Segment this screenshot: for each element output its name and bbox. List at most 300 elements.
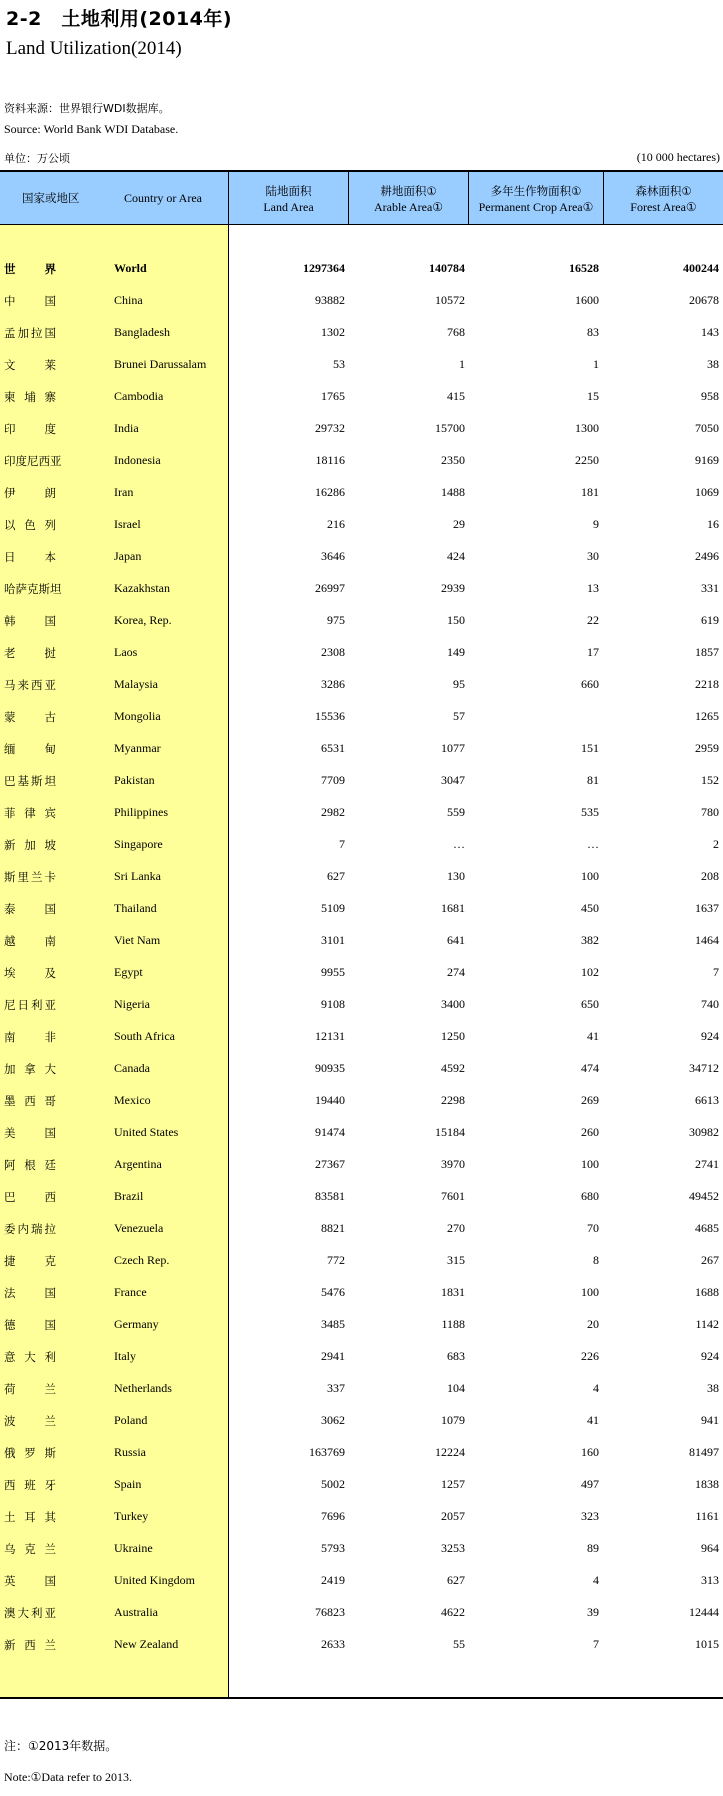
land-area-value: 8821 bbox=[321, 1221, 345, 1235]
country-name-cn: 意大利 bbox=[4, 1350, 56, 1364]
forest-area-value: 7 bbox=[713, 965, 719, 979]
table-header bbox=[0, 170, 723, 225]
table-row bbox=[0, 863, 723, 895]
land-area-value: 772 bbox=[327, 1253, 345, 1267]
land-area-value: 15536 bbox=[315, 709, 345, 723]
country-name-cn: 俄罗斯 bbox=[4, 1446, 56, 1460]
country-name-cn: 越南 bbox=[4, 934, 56, 948]
forest-area-value: 4685 bbox=[695, 1221, 719, 1235]
land-area-value: 216 bbox=[327, 517, 345, 531]
permanent-crop-area-value: 160 bbox=[581, 1445, 599, 1459]
forest-area-value: 143 bbox=[701, 325, 719, 339]
country-name-cn: 德国 bbox=[4, 1318, 56, 1332]
country-name-en: Mongolia bbox=[114, 709, 161, 723]
land-area-value: 2633 bbox=[321, 1637, 345, 1651]
country-name-cn: 尼日利亚 bbox=[4, 998, 56, 1012]
arable-area-value: 15700 bbox=[435, 421, 465, 435]
land-area-value: 2308 bbox=[321, 645, 345, 659]
country-name-en: Brunei Darussalam bbox=[114, 357, 207, 371]
country-name-cn: 孟加拉国 bbox=[4, 326, 56, 340]
land-area-value: 9955 bbox=[321, 965, 345, 979]
permanent-crop-area-value: 100 bbox=[581, 1157, 599, 1171]
permanent-crop-area-value: 39 bbox=[587, 1605, 599, 1619]
forest-area-value: 331 bbox=[701, 581, 719, 595]
note-cn: 注：①2013年数据。 bbox=[4, 1739, 118, 1753]
table-row bbox=[0, 511, 723, 543]
land-area-value: 5002 bbox=[321, 1477, 345, 1491]
land-area-value: 1302 bbox=[321, 325, 345, 339]
arable-area-value: 424 bbox=[447, 549, 465, 563]
forest-area-value: 924 bbox=[701, 1349, 719, 1363]
header-land-area bbox=[228, 172, 348, 225]
land-area-value: 7 bbox=[339, 837, 345, 851]
arable-area-value: 29 bbox=[453, 517, 465, 531]
permanent-crop-area-value: 323 bbox=[581, 1509, 599, 1523]
country-name-en: Venezuela bbox=[114, 1221, 164, 1235]
table-row bbox=[0, 1439, 723, 1471]
country-name-cn: 美国 bbox=[4, 1126, 56, 1140]
table-row bbox=[0, 543, 723, 575]
country-name-cn: 委内瑞拉 bbox=[4, 1222, 56, 1236]
country-name-cn: 巴西 bbox=[4, 1190, 56, 1204]
page-title-en: Land Utilization(2014) bbox=[6, 38, 182, 59]
permanent-crop-area-value: 450 bbox=[581, 901, 599, 915]
table-row bbox=[0, 1407, 723, 1439]
country-name-en: South Africa bbox=[114, 1029, 175, 1043]
forest-area-value: 1464 bbox=[695, 933, 719, 947]
permanent-crop-area-value: 2250 bbox=[575, 453, 599, 467]
arable-area-value: 683 bbox=[447, 1349, 465, 1363]
permanent-crop-area-value: 226 bbox=[581, 1349, 599, 1363]
forest-area-value: 2959 bbox=[695, 741, 719, 755]
arable-area-value: 2057 bbox=[441, 1509, 465, 1523]
permanent-crop-area-value: 7 bbox=[593, 1637, 599, 1651]
permanent-crop-area-value: 15 bbox=[587, 389, 599, 403]
country-name-en: Thailand bbox=[114, 901, 157, 915]
land-area-value: 1765 bbox=[321, 389, 345, 403]
land-area-value: 7696 bbox=[321, 1509, 345, 1523]
country-name-en: Cambodia bbox=[114, 389, 164, 403]
country-name-en: United Kingdom bbox=[114, 1573, 195, 1587]
arable-area-value: 10572 bbox=[435, 293, 465, 307]
permanent-crop-area-value: … bbox=[587, 837, 599, 851]
unit-cn: 单位：万公顷 bbox=[4, 152, 70, 165]
land-utilization-table bbox=[0, 170, 723, 1700]
arable-area-value: 559 bbox=[447, 805, 465, 819]
arable-area-value: 130 bbox=[447, 869, 465, 883]
table-row bbox=[0, 927, 723, 959]
table-row bbox=[0, 1087, 723, 1119]
country-name-en: India bbox=[114, 421, 139, 435]
forest-area-value: 1015 bbox=[695, 1637, 719, 1651]
country-name-en: Russia bbox=[114, 1445, 147, 1459]
forest-area-value: 958 bbox=[701, 389, 719, 403]
permanent-crop-area-value: 650 bbox=[581, 997, 599, 1011]
country-name-cn: 阿根廷 bbox=[4, 1158, 56, 1172]
table-row bbox=[0, 703, 723, 735]
table-row bbox=[0, 447, 723, 479]
country-name-en: Poland bbox=[114, 1413, 148, 1427]
table-row bbox=[0, 255, 723, 287]
land-area-value: 3485 bbox=[321, 1317, 345, 1331]
land-area-value: 975 bbox=[327, 613, 345, 627]
country-name-cn: 印度 bbox=[4, 422, 56, 436]
permanent-crop-area-value: 83 bbox=[587, 325, 599, 339]
forest-area-value: 38 bbox=[707, 1381, 719, 1395]
arable-area-value: 3253 bbox=[441, 1541, 465, 1555]
country-name-en: Germany bbox=[114, 1317, 159, 1331]
permanent-crop-area-value: 660 bbox=[581, 677, 599, 691]
table-row bbox=[0, 383, 723, 415]
country-name-cn: 柬埔寨 bbox=[4, 390, 56, 404]
country-name-en: Indonesia bbox=[114, 453, 161, 467]
forest-area-value: 208 bbox=[701, 869, 719, 883]
land-area-value: 27367 bbox=[315, 1157, 345, 1171]
arable-area-value: … bbox=[453, 837, 465, 851]
country-name-en: China bbox=[114, 293, 143, 307]
country-name-cn: 墨西哥 bbox=[4, 1094, 56, 1108]
land-area-value: 76823 bbox=[315, 1605, 345, 1619]
country-name-en: Philippines bbox=[114, 805, 169, 819]
country-name-cn: 乌克兰 bbox=[4, 1542, 56, 1556]
forest-area-value: 400244 bbox=[683, 261, 719, 275]
land-area-value: 3062 bbox=[321, 1413, 345, 1427]
country-name-cn: 韩国 bbox=[4, 614, 56, 628]
permanent-crop-area-value: 382 bbox=[581, 933, 599, 947]
arable-area-value: 270 bbox=[447, 1221, 465, 1235]
arable-area-value: 4622 bbox=[441, 1605, 465, 1619]
country-name-en: Israel bbox=[114, 517, 141, 531]
table-body bbox=[0, 255, 723, 1663]
arable-area-value: 104 bbox=[447, 1381, 465, 1395]
permanent-crop-area-value: 41 bbox=[587, 1029, 599, 1043]
table-row bbox=[0, 799, 723, 831]
country-name-en: Australia bbox=[114, 1605, 158, 1619]
arable-area-value: 1 bbox=[459, 357, 465, 371]
country-name-en: Spain bbox=[114, 1477, 142, 1491]
country-name-en: Iran bbox=[114, 485, 134, 499]
arable-area-value: 1831 bbox=[441, 1285, 465, 1299]
arable-area-value: 95 bbox=[453, 677, 465, 691]
country-name-en: United States bbox=[114, 1125, 179, 1139]
country-name-cn: 哈萨克斯坦 bbox=[4, 582, 62, 596]
country-name-cn: 荷兰 bbox=[4, 1382, 56, 1396]
arable-area-value: 1257 bbox=[441, 1477, 465, 1491]
table-row bbox=[0, 1471, 723, 1503]
land-area-value: 3646 bbox=[321, 549, 345, 563]
country-name-cn: 伊朗 bbox=[4, 486, 56, 500]
permanent-crop-area-value: 1300 bbox=[575, 421, 599, 435]
table-row bbox=[0, 735, 723, 767]
source-cn: 资料来源：世界银行WDI数据库。 bbox=[4, 102, 170, 115]
table-row bbox=[0, 1599, 723, 1631]
forest-area-value: 6613 bbox=[695, 1093, 719, 1107]
forest-area-value: 1857 bbox=[695, 645, 719, 659]
permanent-crop-area-value: 70 bbox=[587, 1221, 599, 1235]
arable-area-value: 315 bbox=[447, 1253, 465, 1267]
forest-area-value: 9169 bbox=[695, 453, 719, 467]
permanent-crop-area-value: 269 bbox=[581, 1093, 599, 1107]
source-en: Source: World Bank WDI Database. bbox=[4, 122, 179, 136]
country-name-cn: 新加坡 bbox=[4, 838, 56, 852]
country-name-en: Czech Rep. bbox=[114, 1253, 170, 1267]
header-permanent-crop-area bbox=[468, 172, 603, 225]
forest-area-value: 924 bbox=[701, 1029, 719, 1043]
country-name-cn: 印度尼西亚 bbox=[4, 454, 62, 468]
forest-area-value: 267 bbox=[701, 1253, 719, 1267]
arable-area-value: 3047 bbox=[441, 773, 465, 787]
country-name-cn: 澳大利亚 bbox=[4, 1606, 56, 1620]
permanent-crop-area-value: 535 bbox=[581, 805, 599, 819]
arable-area-value: 2350 bbox=[441, 453, 465, 467]
permanent-crop-area-value: 151 bbox=[581, 741, 599, 755]
land-area-value: 627 bbox=[327, 869, 345, 883]
country-name-en: Korea, Rep. bbox=[114, 613, 172, 627]
country-name-en: Brazil bbox=[114, 1189, 144, 1203]
country-name-cn: 老挝 bbox=[4, 646, 56, 660]
country-name-en: Argentina bbox=[114, 1157, 162, 1171]
unit-en: (10 000 hectares) bbox=[636, 150, 720, 164]
table-row bbox=[0, 479, 723, 511]
table-row bbox=[0, 1119, 723, 1151]
country-name-cn: 日本 bbox=[4, 550, 56, 564]
permanent-crop-area-value: 8 bbox=[593, 1253, 599, 1267]
country-name-en: Nigeria bbox=[114, 997, 150, 1011]
permanent-crop-area-value: 4 bbox=[593, 1381, 599, 1395]
forest-area-value: 152 bbox=[701, 773, 719, 787]
land-area-value: 5109 bbox=[321, 901, 345, 915]
country-name-en: Bangladesh bbox=[114, 325, 170, 339]
land-area-value: 9108 bbox=[321, 997, 345, 1011]
table-row bbox=[0, 575, 723, 607]
permanent-crop-area-value: 20 bbox=[587, 1317, 599, 1331]
forest-area-value: 313 bbox=[701, 1573, 719, 1587]
table-row bbox=[0, 1151, 723, 1183]
arable-area-value: 768 bbox=[447, 325, 465, 339]
country-name-cn: 以色列 bbox=[4, 518, 56, 532]
arable-area-value: 627 bbox=[447, 1573, 465, 1587]
permanent-crop-area-value: 474 bbox=[581, 1061, 599, 1075]
forest-area-value: 1838 bbox=[695, 1477, 719, 1491]
forest-area-value: 1688 bbox=[695, 1285, 719, 1299]
table-row bbox=[0, 831, 723, 863]
land-area-value: 2419 bbox=[321, 1573, 345, 1587]
header-country bbox=[0, 172, 228, 225]
arable-area-value: 150 bbox=[447, 613, 465, 627]
arable-area-value: 149 bbox=[447, 645, 465, 659]
land-area-value: 29732 bbox=[315, 421, 345, 435]
permanent-crop-area-value: 1600 bbox=[575, 293, 599, 307]
table-row bbox=[0, 1375, 723, 1407]
arable-area-value: 140784 bbox=[429, 261, 465, 275]
country-name-en: Singapore bbox=[114, 837, 163, 851]
header-perm-en: Permanent Crop Area① bbox=[478, 199, 594, 214]
header-forest-en: Forest Area① bbox=[630, 199, 697, 214]
forest-area-value: 2496 bbox=[695, 549, 719, 563]
table-row bbox=[0, 1279, 723, 1311]
permanent-crop-area-value: 22 bbox=[587, 613, 599, 627]
permanent-crop-area-value: 181 bbox=[581, 485, 599, 499]
arable-area-value: 415 bbox=[447, 389, 465, 403]
country-name-cn: 世界 bbox=[4, 262, 56, 276]
arable-area-value: 55 bbox=[453, 1637, 465, 1651]
country-name-cn: 巴基斯坦 bbox=[4, 774, 56, 788]
permanent-crop-area-value: 497 bbox=[581, 1477, 599, 1491]
country-name-cn: 菲律宾 bbox=[4, 806, 56, 820]
country-name-en: France bbox=[114, 1285, 147, 1299]
forest-area-value: 1142 bbox=[695, 1317, 719, 1331]
country-name-en: Netherlands bbox=[114, 1381, 172, 1395]
country-name-cn: 斯里兰卡 bbox=[4, 870, 56, 884]
land-area-value: 7709 bbox=[321, 773, 345, 787]
arable-area-value: 3400 bbox=[441, 997, 465, 1011]
country-name-cn: 加拿大 bbox=[4, 1062, 56, 1076]
arable-area-value: 1077 bbox=[441, 741, 465, 755]
table-row bbox=[0, 1631, 723, 1663]
forest-area-value: 1161 bbox=[695, 1509, 719, 1523]
country-name-en: Turkey bbox=[114, 1509, 149, 1523]
forest-area-value: 49452 bbox=[689, 1189, 719, 1203]
table-row bbox=[0, 991, 723, 1023]
country-name-en: Myanmar bbox=[114, 741, 161, 755]
permanent-crop-area-value: 13 bbox=[587, 581, 599, 595]
forest-area-value: 964 bbox=[701, 1541, 719, 1555]
forest-area-value: 1637 bbox=[695, 901, 719, 915]
table-bottom-rule bbox=[0, 1697, 723, 1699]
permanent-crop-area-value: 680 bbox=[581, 1189, 599, 1203]
header-forest-area bbox=[603, 172, 723, 225]
table-row bbox=[0, 767, 723, 799]
land-area-value: 6531 bbox=[321, 741, 345, 755]
forest-area-value: 38 bbox=[707, 357, 719, 371]
table-row bbox=[0, 1183, 723, 1215]
country-name-cn: 波兰 bbox=[4, 1414, 56, 1428]
permanent-crop-area-value: 9 bbox=[593, 517, 599, 531]
permanent-crop-area-value: 260 bbox=[581, 1125, 599, 1139]
land-area-value: 93882 bbox=[315, 293, 345, 307]
land-area-value: 90935 bbox=[315, 1061, 345, 1075]
forest-area-value: 1069 bbox=[695, 485, 719, 499]
forest-area-value: 619 bbox=[701, 613, 719, 627]
land-area-value: 83581 bbox=[315, 1189, 345, 1203]
country-name-en: Viet Nam bbox=[114, 933, 161, 947]
land-area-value: 53 bbox=[333, 357, 345, 371]
arable-area-value: 15184 bbox=[435, 1125, 465, 1139]
permanent-crop-area-value: 89 bbox=[587, 1541, 599, 1555]
permanent-crop-area-value: 17 bbox=[587, 645, 599, 659]
forest-area-value: 30982 bbox=[689, 1125, 719, 1139]
header-land-cn: 陆地面积 bbox=[265, 183, 312, 198]
arable-area-value: 274 bbox=[447, 965, 465, 979]
permanent-crop-area-value: 30 bbox=[587, 549, 599, 563]
permanent-crop-area-value: 100 bbox=[581, 869, 599, 883]
country-name-cn: 缅甸 bbox=[4, 742, 56, 756]
land-area-value: 1297364 bbox=[303, 261, 345, 275]
arable-area-value: 641 bbox=[447, 933, 465, 947]
country-name-en: Japan bbox=[114, 549, 142, 563]
arable-area-value: 57 bbox=[453, 709, 465, 723]
forest-area-value: 941 bbox=[701, 1413, 719, 1427]
table-row bbox=[0, 671, 723, 703]
country-name-en: Laos bbox=[114, 645, 138, 659]
arable-area-value: 2939 bbox=[441, 581, 465, 595]
land-area-value: 91474 bbox=[315, 1125, 345, 1139]
permanent-crop-area-value: 16528 bbox=[569, 261, 599, 275]
land-area-value: 5476 bbox=[321, 1285, 345, 1299]
forest-area-value: 34712 bbox=[689, 1061, 719, 1075]
table-row bbox=[0, 607, 723, 639]
note-en: Note:①Data refer to 2013. bbox=[4, 1770, 133, 1784]
header-arable-cn: 耕地面积① bbox=[380, 183, 437, 198]
country-name-en: Italy bbox=[114, 1349, 136, 1363]
arable-area-value: 12224 bbox=[435, 1445, 465, 1459]
header-arable-en: Arable Area① bbox=[373, 199, 444, 214]
permanent-crop-area-value: 1 bbox=[593, 357, 599, 371]
country-name-en: Malaysia bbox=[114, 677, 158, 691]
land-area-value: 16286 bbox=[315, 485, 345, 499]
arable-area-value: 4592 bbox=[441, 1061, 465, 1075]
country-name-en: Mexico bbox=[114, 1093, 151, 1107]
permanent-crop-area-value: 4 bbox=[593, 1573, 599, 1587]
country-name-cn: 西班牙 bbox=[4, 1478, 56, 1492]
country-name-cn: 文莱 bbox=[4, 358, 56, 372]
forest-area-value: 2 bbox=[713, 837, 719, 851]
country-name-cn: 新西兰 bbox=[4, 1638, 56, 1652]
forest-area-value: 16 bbox=[707, 517, 719, 531]
country-name-cn: 南非 bbox=[4, 1030, 56, 1044]
forest-area-value: 1265 bbox=[695, 709, 719, 723]
table-row bbox=[0, 1343, 723, 1375]
land-area-value: 2982 bbox=[321, 805, 345, 819]
header-country-en: Country or Area bbox=[124, 191, 202, 205]
land-area-value: 3286 bbox=[321, 677, 345, 691]
country-name-cn: 土耳其 bbox=[4, 1510, 56, 1524]
header-country-cn: 国家或地区 bbox=[22, 191, 80, 205]
table-row bbox=[0, 319, 723, 351]
country-name-cn: 泰国 bbox=[4, 902, 56, 916]
land-area-value: 337 bbox=[327, 1381, 345, 1395]
country-name-en: Sri Lanka bbox=[114, 869, 161, 883]
arable-area-value: 3970 bbox=[441, 1157, 465, 1171]
forest-area-value: 7050 bbox=[695, 421, 719, 435]
table-row bbox=[0, 1023, 723, 1055]
table-row bbox=[0, 895, 723, 927]
arable-area-value: 1250 bbox=[441, 1029, 465, 1043]
header-perm-cn: 多年生作物面积① bbox=[490, 183, 582, 198]
country-name-en: Egypt bbox=[114, 965, 143, 979]
forest-area-value: 740 bbox=[701, 997, 719, 1011]
table-row bbox=[0, 351, 723, 383]
table-row bbox=[0, 959, 723, 991]
land-area-value: 3101 bbox=[321, 933, 345, 947]
forest-area-value: 2741 bbox=[695, 1157, 719, 1171]
country-name-cn: 埃及 bbox=[4, 966, 56, 980]
land-area-value: 5793 bbox=[321, 1541, 345, 1555]
land-area-value: 19440 bbox=[315, 1093, 345, 1107]
table-row bbox=[0, 1535, 723, 1567]
arable-area-value: 7601 bbox=[441, 1189, 465, 1203]
table-row bbox=[0, 1503, 723, 1535]
permanent-crop-area-value: 102 bbox=[581, 965, 599, 979]
table-row bbox=[0, 1215, 723, 1247]
arable-area-value: 1681 bbox=[441, 901, 465, 915]
country-name-cn: 中国 bbox=[4, 294, 56, 308]
table-row bbox=[0, 1247, 723, 1279]
country-name-cn: 马来西亚 bbox=[4, 678, 56, 692]
country-name-en: Pakistan bbox=[114, 773, 155, 787]
land-area-value: 2941 bbox=[321, 1349, 345, 1363]
country-name-en: Ukraine bbox=[114, 1541, 153, 1555]
